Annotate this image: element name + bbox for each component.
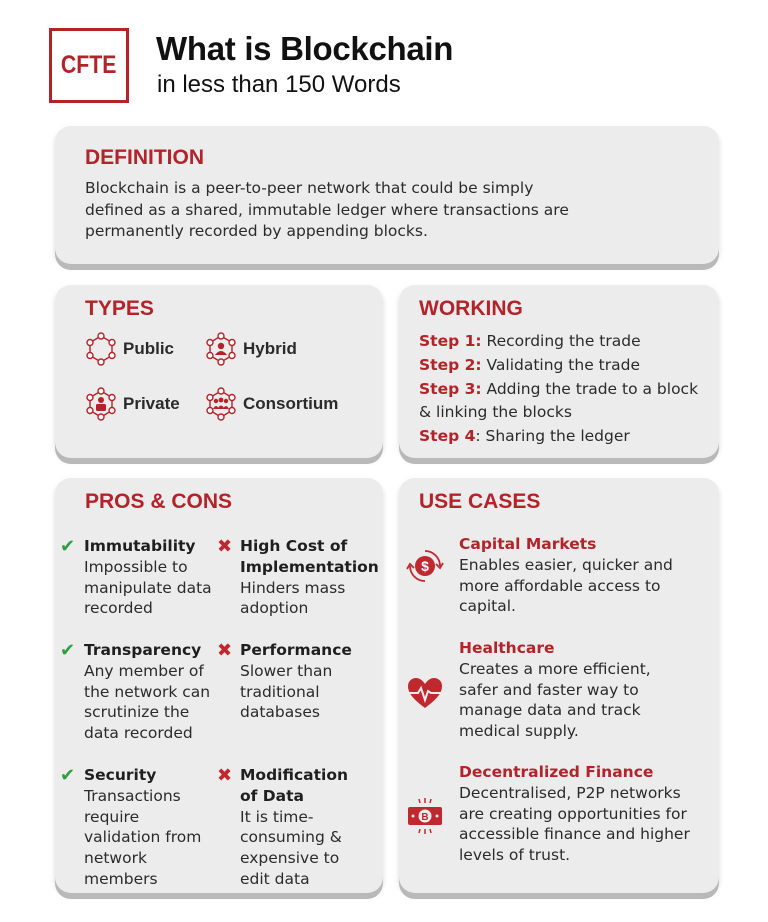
- working-step: [419, 330, 709, 354]
- con-body-line: databases: [240, 703, 320, 722]
- pro-title: Transparency: [84, 641, 202, 659]
- pro-item: [84, 640, 219, 744]
- use-case-item: [459, 762, 714, 866]
- con-body-line: adoption: [240, 599, 309, 618]
- pro-body-line: require: [84, 807, 140, 826]
- bitcoin-note-icon: [405, 796, 445, 836]
- working-step: [419, 425, 709, 449]
- con-title: Modification: [240, 766, 349, 784]
- definition-line: permanently recorded by appending blocks.: [85, 222, 428, 240]
- cross-icon: ✖: [217, 640, 233, 661]
- type-label: Consortium: [243, 394, 339, 413]
- con-body-line: It is time-: [240, 807, 314, 826]
- use-cases-heading: USE CASES: [419, 490, 541, 513]
- definition-text: [85, 178, 685, 243]
- use-case-body-line: levels of trust.: [459, 846, 571, 865]
- use-case-body-line: safer and faster way to: [459, 680, 639, 699]
- pro-body-line: validation from: [84, 828, 202, 847]
- step-text: Validating the trade: [481, 355, 640, 374]
- check-icon: ✔: [60, 765, 76, 786]
- con-title: Performance: [240, 641, 352, 659]
- svg-text:B: B: [421, 812, 429, 823]
- use-case-body-line: Enables easier, quicker and: [459, 555, 673, 574]
- cfte-logo: [49, 28, 129, 103]
- network-icon: [83, 331, 119, 367]
- network-person-icon: [203, 331, 239, 367]
- use-case-body-line: Creates a more efficient,: [459, 659, 651, 678]
- pro-body-line: data recorded: [84, 724, 193, 743]
- svg-text:$: $: [421, 558, 429, 574]
- pro-title: Immutability: [84, 537, 196, 555]
- use-case-body-line: manage data and track: [459, 701, 641, 720]
- working-steps: [419, 330, 709, 449]
- definition-heading: DEFINITION: [85, 146, 204, 169]
- use-case-body-line: medical supply.: [459, 722, 579, 741]
- pro-body-line: Transactions: [84, 786, 181, 805]
- step-text: : Sharing the ledger: [475, 427, 630, 446]
- step-text: Recording the trade: [481, 332, 641, 350]
- working-card: [399, 285, 719, 458]
- use-case-item: [459, 638, 714, 742]
- use-case-item: [459, 534, 714, 617]
- use-case-body-line: capital.: [459, 597, 516, 616]
- type-label: Hybrid: [243, 339, 297, 358]
- cross-icon: ✖: [217, 765, 233, 786]
- dollar-exchange-icon: [405, 546, 445, 586]
- use-case-title: Decentralized Finance: [459, 763, 654, 781]
- type-label: Private: [123, 394, 180, 413]
- working-step: [419, 378, 709, 426]
- step-label: Step 1:: [419, 332, 482, 350]
- pro-item: [84, 536, 219, 619]
- types-card: [55, 285, 383, 458]
- use-cases-card: [399, 478, 719, 893]
- working-heading: WORKING: [419, 297, 523, 320]
- con-body-line: consuming &: [240, 828, 342, 847]
- step-label: Step 3:: [419, 379, 482, 398]
- con-body-line: traditional: [240, 682, 320, 701]
- use-case-body-line: more affordable access to: [459, 576, 661, 595]
- page-subtitle: in less than 150 Words: [157, 71, 401, 98]
- check-icon: ✔: [60, 536, 76, 557]
- con-title: High Cost of: [240, 537, 348, 555]
- pro-body-line: manipulate data: [84, 578, 212, 597]
- type-public: [83, 331, 174, 367]
- con-body-line: Slower than: [240, 661, 333, 680]
- pro-body-line: the network can: [84, 682, 211, 701]
- use-case-title: Capital Markets: [459, 535, 597, 553]
- cross-icon: ✖: [217, 536, 233, 557]
- network-group-icon: [203, 386, 239, 422]
- page-title: What is Blockchain: [156, 30, 454, 67]
- con-body-line: edit data: [240, 869, 310, 888]
- type-label: Public: [123, 339, 175, 358]
- type-private: [83, 386, 180, 422]
- pro-body-line: Any member of: [84, 661, 204, 680]
- pros-cons-heading: PROS & CONS: [85, 490, 233, 513]
- types-heading: TYPES: [85, 297, 154, 320]
- con-body-line: expensive to: [240, 849, 340, 868]
- con-item: [240, 536, 380, 619]
- pro-body-line: Impossible to: [84, 557, 188, 576]
- network-private-icon: [83, 386, 119, 422]
- working-step: [419, 354, 709, 378]
- pro-body-line: network: [84, 849, 147, 868]
- use-case-body-line: accessible finance and higher: [459, 825, 690, 844]
- check-icon: ✔: [60, 640, 76, 661]
- step-label: Step 2:: [419, 355, 482, 374]
- step-text: Adding the trade to a block & linking the blocks: [419, 379, 699, 422]
- pro-body-line: members: [84, 869, 158, 888]
- pro-body-line: scrutinize the: [84, 703, 190, 722]
- type-consortium: [203, 386, 338, 422]
- con-item: [240, 640, 380, 723]
- use-case-body-line: are creating opportunities for: [459, 804, 687, 823]
- definition-line: Blockchain is a peer-to-peer network that could be simply: [85, 179, 534, 197]
- heart-pulse-icon: [405, 674, 445, 714]
- logo-text: CFTE: [61, 51, 117, 79]
- con-body-line: Hinders mass: [240, 578, 346, 597]
- pros-cons-card: [55, 478, 383, 893]
- type-hybrid: [203, 331, 297, 367]
- step-label: Step 4: [419, 427, 476, 446]
- use-case-body-line: Decentralised, P2P networks: [459, 783, 681, 802]
- pro-body-line: recorded: [84, 599, 153, 618]
- pro-title: Security: [84, 766, 157, 784]
- pro-item: [84, 765, 219, 890]
- definition-card: [55, 126, 719, 264]
- con-title: Implementation: [240, 557, 379, 576]
- definition-line: defined as a shared, immutable ledger where transactions are: [85, 200, 569, 219]
- con-item: [240, 765, 380, 890]
- use-case-title: Healthcare: [459, 639, 555, 657]
- con-title: of Data: [240, 786, 304, 805]
